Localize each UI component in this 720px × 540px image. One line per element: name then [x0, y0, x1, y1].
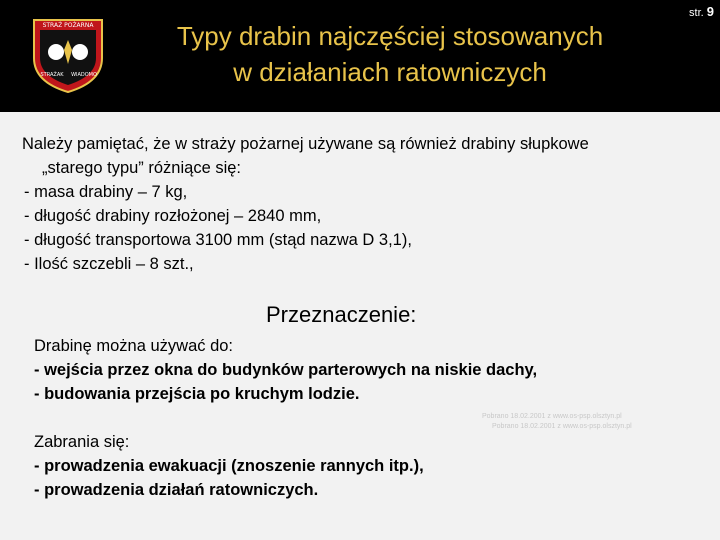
- list-item: - wejścia przez okna do budynków parterowych na niskie dachy,: [34, 361, 538, 379]
- forbidden-section: [34, 430, 424, 502]
- list-item: - masa drabiny – 7 kg,: [24, 183, 188, 201]
- source-line-1: Pobrano 18.02.2001 z www.os-psp.olsztyn.pl: [482, 413, 622, 420]
- list-item: - długość drabiny rozłożonej – 2840 mm,: [24, 207, 322, 225]
- list-item: - budowania przejścia po kruchym lodzie.: [34, 385, 360, 403]
- page-label: str.: [689, 7, 704, 19]
- list-item: - prowadzenia ewakuacji (znoszenie rannych itp.),: [34, 457, 424, 475]
- purpose-lead: Drabinę można używać do:: [34, 337, 234, 355]
- intro-line-1: Należy pamiętać, że w straży pożarnej używane są również drabiny słupkowe: [22, 135, 589, 153]
- list-item: - długość transportowa 3100 mm (stąd nazwa D 3,1),: [24, 231, 412, 249]
- fire-brigade-emblem-icon: [30, 14, 106, 94]
- title-line-1: Typy drabin najczęściej stosowanych: [176, 21, 604, 51]
- page-number: [689, 4, 714, 19]
- forbidden-lead: Zabrania się:: [34, 433, 130, 451]
- source-note: [482, 412, 632, 432]
- purpose-section: [34, 334, 537, 406]
- logo-top-text: STRAŻ POŻARNA: [42, 22, 94, 29]
- intro-paragraph: [22, 132, 702, 180]
- list-item: - prowadzenia działań ratowniczych.: [34, 481, 319, 499]
- source-line-2: Pobrano 18.02.2001 z www.os-psp.olsztyn.pl: [492, 423, 632, 430]
- intro-line-2: „starego typu” różniące się:: [42, 159, 242, 177]
- header-banner: [0, 0, 720, 112]
- logo-bottom-right-text: WIADOMO: [71, 72, 97, 78]
- list-item: - Ilość szczebli – 8 szt.,: [24, 255, 194, 273]
- purpose-heading: Przeznaczenie:: [266, 302, 417, 327]
- page-title: [130, 18, 650, 90]
- page-number-value: 9: [706, 4, 714, 19]
- title-line-2: w działaniach ratowniczych: [233, 57, 547, 87]
- logo-bottom-left-text: STRAŻAK: [40, 72, 64, 78]
- specs-list: [24, 180, 412, 276]
